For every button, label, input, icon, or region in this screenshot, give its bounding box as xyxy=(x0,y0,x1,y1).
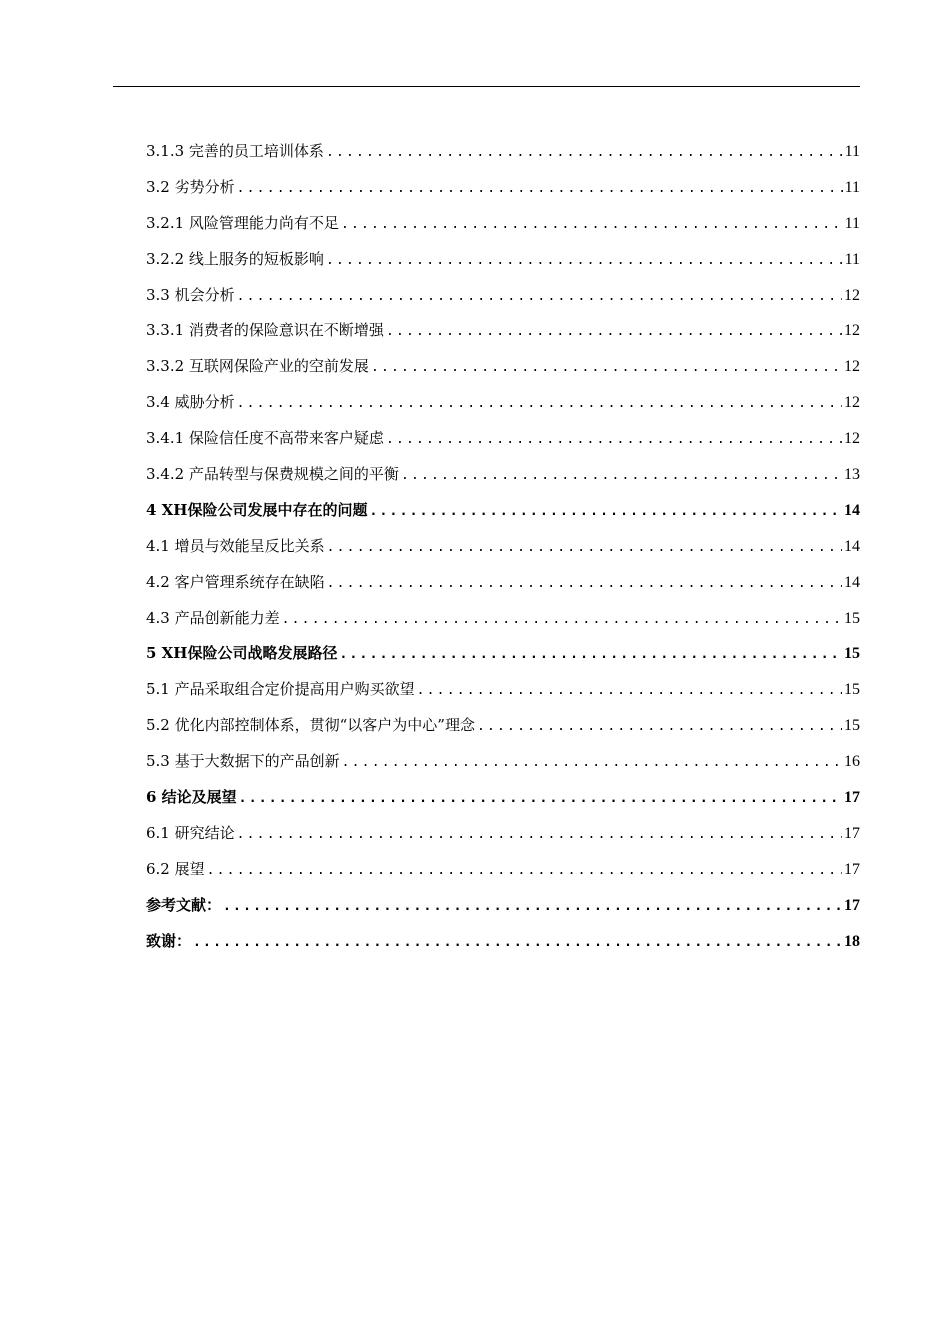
toc-entry-label: 6.2 展望 xyxy=(146,859,205,878)
toc-entry-label: 3.2 劣势分析 xyxy=(146,177,235,196)
toc-page-number: 13 xyxy=(844,466,860,484)
toc-entry-label: 6.1 研究结论 xyxy=(146,823,235,842)
toc-dot-leader xyxy=(417,673,842,708)
toc-page-number: 14 xyxy=(844,501,860,519)
toc-dot-leader xyxy=(237,279,842,314)
toc-page-number: 14 xyxy=(844,537,860,555)
toc-entry-chapter[interactable] xyxy=(146,493,860,529)
toc-dot-leader xyxy=(327,566,842,601)
toc-dot-leader xyxy=(386,422,842,457)
toc-entry[interactable] xyxy=(146,385,860,421)
toc-dot-leader xyxy=(237,817,842,852)
toc-entry-acknowledgements[interactable] xyxy=(146,924,860,960)
toc-dot-leader xyxy=(237,171,843,206)
toc-entry[interactable] xyxy=(146,457,860,493)
toc-entry[interactable] xyxy=(146,421,860,457)
toc-entry-chapter[interactable] xyxy=(146,636,860,672)
toc-dot-leader xyxy=(369,494,842,529)
toc-page-number: 12 xyxy=(844,322,860,340)
toc-entry-references[interactable] xyxy=(146,888,860,924)
toc-entry-label: 4.3 产品创新能力差 xyxy=(146,608,280,627)
toc-page-number: 16 xyxy=(844,753,860,771)
toc-entry-label: 4.2 客户管理系统存在缺陷 xyxy=(146,572,325,591)
toc-dot-leader xyxy=(342,745,842,780)
toc-dot-leader xyxy=(341,207,843,242)
toc-entry[interactable] xyxy=(146,278,860,314)
toc-entry[interactable] xyxy=(146,744,860,780)
toc-entry-chapter[interactable] xyxy=(146,780,860,816)
toc-entry-label: 6 结论及展望 xyxy=(146,788,237,807)
toc-entry-label: 3.1.3 完善的员工培训体系 xyxy=(146,142,324,160)
toc-page-number: 11 xyxy=(844,178,860,196)
toc-entry[interactable] xyxy=(146,349,860,385)
toc-entry[interactable] xyxy=(146,565,860,601)
toc-entry[interactable] xyxy=(146,816,860,852)
toc-entry[interactable] xyxy=(146,852,860,888)
toc-dot-leader xyxy=(327,530,842,565)
toc-entry-label: 3.3 机会分析 xyxy=(146,285,235,304)
toc-entry[interactable] xyxy=(146,242,860,278)
toc-page-number: 11 xyxy=(844,214,860,232)
toc-page-number: 15 xyxy=(844,717,860,735)
toc-page-number: 12 xyxy=(844,394,860,412)
toc-page-number: 15 xyxy=(844,681,860,699)
toc-page-number: 18 xyxy=(844,932,860,950)
toc-page-number: 12 xyxy=(844,358,860,376)
toc-entry[interactable] xyxy=(146,529,860,565)
toc-entry-label: 3.2.1 风险管理能力尚有不足 xyxy=(146,213,339,232)
toc-entry-label: 致谢： xyxy=(146,931,192,950)
toc-dot-leader xyxy=(401,458,842,493)
toc-entry[interactable] xyxy=(146,708,860,744)
toc-entry-label: 4.1 增员与效能呈反比关系 xyxy=(146,536,325,555)
toc-page-number: 15 xyxy=(844,645,860,663)
toc-page-number: 12 xyxy=(844,286,860,304)
toc-dot-leader xyxy=(193,925,842,960)
toc-dot-leader xyxy=(339,637,842,672)
table-of-contents xyxy=(146,134,860,959)
toc-page-number: 17 xyxy=(844,789,860,807)
toc-entry-label: 参考文献： xyxy=(146,895,222,914)
toc-entry-label: 5.3 基于大数据下的产品创新 xyxy=(146,752,340,771)
toc-entry[interactable] xyxy=(146,601,860,637)
toc-dot-leader xyxy=(326,243,843,278)
toc-dot-leader xyxy=(237,386,842,421)
toc-entry-label: 3.4.1 保险信任度不高带来客户疑虑 xyxy=(146,429,384,448)
toc-entry[interactable] xyxy=(146,170,860,206)
toc-entry[interactable] xyxy=(146,134,860,170)
toc-entry[interactable] xyxy=(146,672,860,708)
toc-entry-label: 3.3.2 互联网保险产业的空前发展 xyxy=(146,357,369,376)
toc-dot-leader xyxy=(371,350,842,385)
toc-dot-leader xyxy=(207,853,842,888)
toc-entry-label: 3.2.2 线上服务的短板影响 xyxy=(146,249,324,268)
toc-page-number: 17 xyxy=(844,860,860,878)
toc-page-number: 12 xyxy=(844,430,860,448)
header-rule xyxy=(113,86,860,87)
toc-entry-label: 3.4.2 产品转型与保费规模之间的平衡 xyxy=(146,465,399,484)
toc-entry[interactable] xyxy=(146,313,860,349)
toc-page-number: 15 xyxy=(844,609,860,627)
toc-page-number: 17 xyxy=(844,824,860,842)
toc-page-number: 11 xyxy=(844,250,860,268)
toc-entry-label: 4 XH保险公司发展中存在的问题 xyxy=(146,500,368,519)
toc-dot-leader xyxy=(326,135,843,170)
toc-dot-leader xyxy=(239,781,842,816)
toc-entry[interactable] xyxy=(146,206,860,242)
toc-dot-leader xyxy=(223,889,842,924)
toc-entry-label: 5.1 产品采取组合定价提高用户购买欲望 xyxy=(146,680,415,699)
toc-entry-label: 3.3.1 消费者的保险意识在不断增强 xyxy=(146,321,384,340)
toc-dot-leader xyxy=(477,709,842,744)
toc-dot-leader xyxy=(282,602,842,637)
toc-page-number: 14 xyxy=(844,573,860,591)
toc-page-number: 17 xyxy=(844,896,860,914)
toc-entry-label: 5 XH保险公司战略发展路径 xyxy=(146,644,338,663)
toc-dot-leader xyxy=(386,314,842,349)
toc-entry-label: 3.4 威胁分析 xyxy=(146,393,235,412)
toc-entry-label: 5.2 优化内部控制体系，贯彻“以客户为中心”理念 xyxy=(146,716,475,735)
toc-page-number: 11 xyxy=(844,143,860,160)
